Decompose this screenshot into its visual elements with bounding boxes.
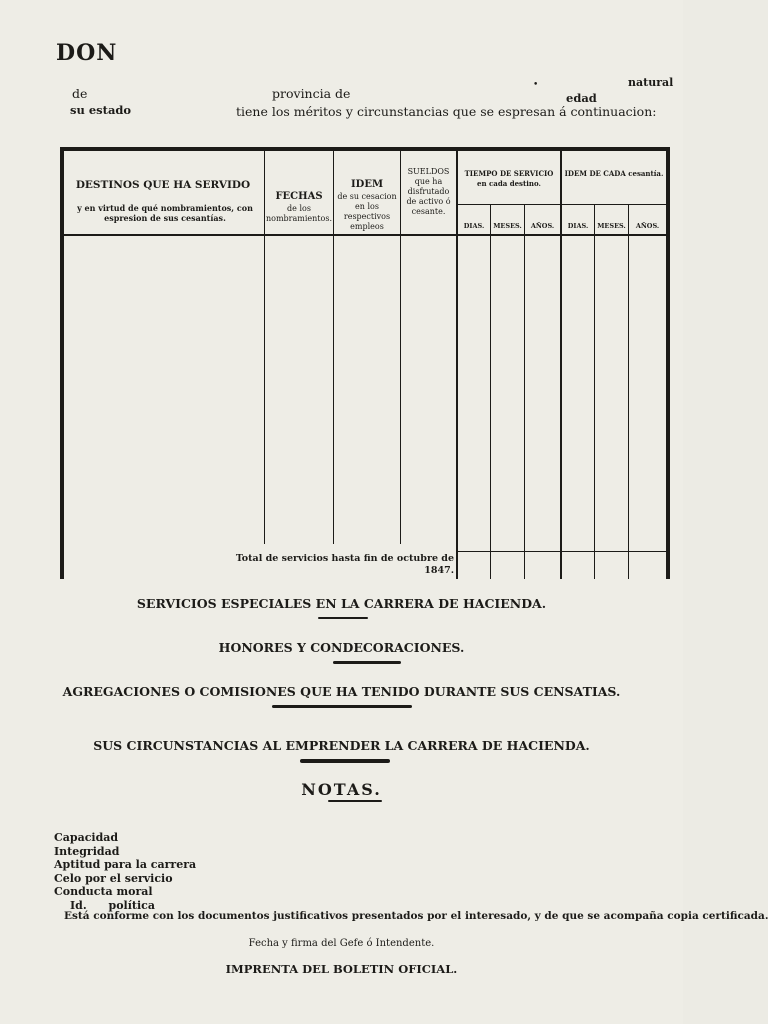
idem-cada-header: IDEM DE CADA cesantía.	[564, 169, 664, 178]
ornament-1	[318, 617, 368, 619]
total-label: Total de servicios hasta fin de octubre de 1847.	[235, 553, 454, 576]
section-honores: HONORES Y CONDECORACIONES.	[218, 640, 465, 655]
meses-header: MESES.	[493, 222, 522, 230]
sueldos-header: SUELDOS que ha disfrutado de activo ó cesante.	[406, 167, 451, 216]
col-line-tiempo	[456, 151, 458, 579]
label-su-estado: su estado	[70, 103, 132, 117]
section-agregaciones: AGREGACIONES O COMISIONES QUE HA TENIDO DURANTE SUS CENSATIAS.	[62, 684, 621, 699]
col-line-idem-cada	[560, 151, 562, 579]
meritos-text: tiene los méritos y circunstancias que se espresan á continuacion:	[236, 104, 657, 119]
destinos-subtitle: y en virtud de qué nombramientos, con espresion de sus cesantías.	[77, 203, 253, 223]
dias-header: DIAS.	[463, 222, 485, 230]
idem-subtitle: de su cesacion en los respectivos empleos	[337, 192, 397, 231]
col-line-anos	[524, 205, 525, 579]
col-line-meses2	[594, 205, 595, 579]
services-table	[60, 147, 670, 579]
note-item: Conducta moral	[54, 885, 153, 898]
fecha-firma: Fecha y firma del Gefe ó Intendente.	[248, 938, 435, 949]
note-item: Integridad	[54, 844, 120, 858]
ornament-5	[328, 800, 382, 802]
idem-title: IDEM	[350, 179, 384, 190]
table-top-border	[60, 147, 670, 151]
fechas-title: FECHAS	[275, 191, 323, 202]
section-notas: NOTAS.	[301, 780, 382, 799]
notes-list	[54, 831, 196, 912]
label-de: de	[72, 86, 88, 101]
header-divider	[60, 234, 670, 236]
meses2-header: MESES.	[597, 222, 626, 230]
ornament-3	[272, 705, 412, 708]
table-right-border	[666, 147, 670, 579]
label-provincia: provincia de	[272, 86, 351, 101]
note-item: Celo por el servicio	[54, 871, 173, 885]
label-natural: natural	[628, 76, 674, 89]
table-left-border	[60, 147, 64, 579]
don-heading: DON	[56, 40, 118, 66]
anos2-header: AÑOS.	[635, 222, 660, 230]
note-id-label: Id.	[70, 898, 87, 912]
imprenta-footer: IMPRENTA DEL BOLETIN OFICIAL.	[225, 962, 458, 976]
col-line-fechas	[264, 151, 265, 544]
note-item: Capacidad	[54, 831, 119, 844]
label-edad: edad	[566, 91, 597, 105]
ornament-4	[300, 759, 390, 763]
ornament-2	[333, 661, 401, 664]
col-line-meses	[490, 205, 491, 579]
total-line	[456, 551, 666, 552]
note-id-value: política	[108, 898, 155, 912]
dias2-header: DIAS.	[567, 222, 589, 230]
section-circunstancias: SUS CIRCUNSTANCIAS AL EMPRENDER LA CARRERA DE HACIENDA.	[93, 738, 590, 753]
note-item: Aptitud para la carrera	[54, 858, 197, 871]
conforme-statement: Está conforme con los documentos justificativos presentados por el interesado, y de que se acompaña copia certificada.	[64, 910, 768, 922]
col-line-idem	[333, 151, 334, 544]
dot-mark: •	[533, 80, 539, 90]
col-line-sueldos	[400, 151, 401, 544]
tiempo-header: TIEMPO DE SERVICIO en cada destino.	[464, 169, 554, 188]
destinos-title: DESTINOS QUE HA SERVIDO	[75, 179, 251, 191]
col-line-anos2	[628, 205, 629, 579]
fechas-subtitle: de los nombramientos.	[266, 204, 332, 223]
section-servicios: SERVICIOS ESPECIALES EN LA CARRERA DE HACIENDA.	[136, 596, 547, 611]
anos-header: AÑOS.	[530, 222, 555, 230]
